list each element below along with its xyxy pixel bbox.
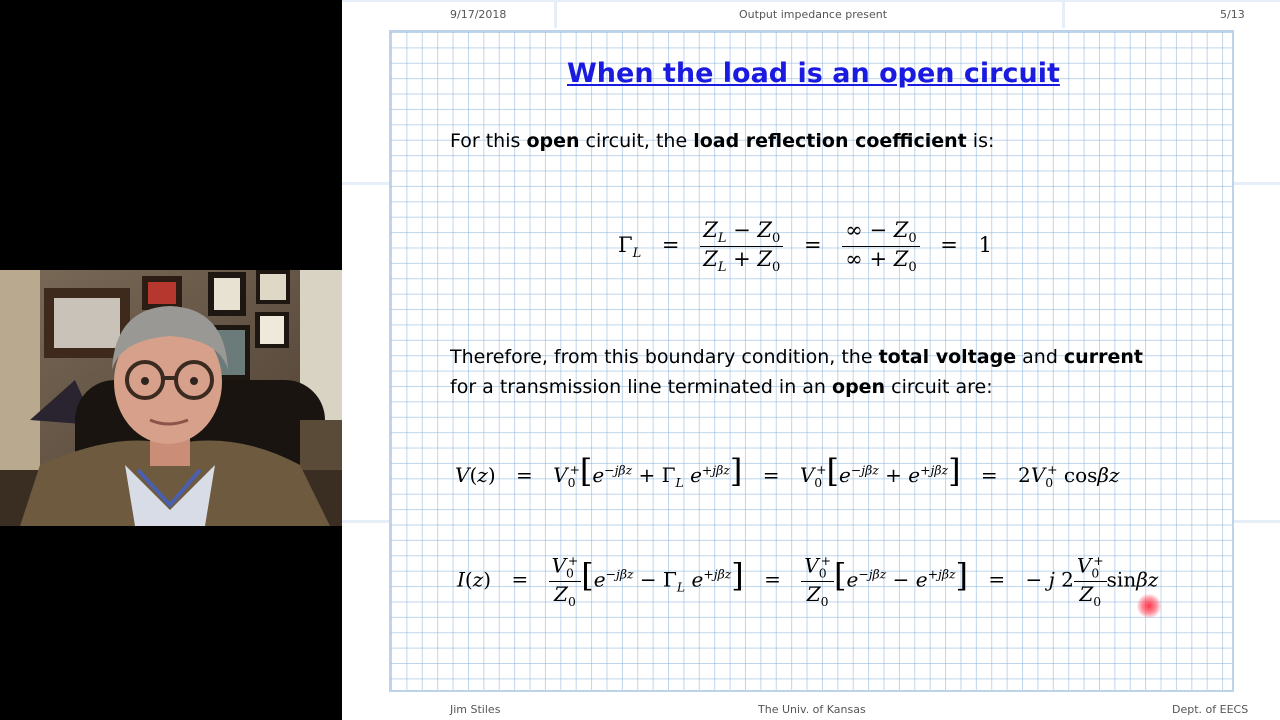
boundary-text-3: for a transmission line terminated in an [450, 376, 833, 398]
boundary-text-2: and [1016, 346, 1064, 368]
header-title: Output impedance present [739, 8, 888, 21]
paragraph-intro [450, 130, 994, 152]
intro-text-3: is: [966, 130, 995, 152]
paragraph-boundary [450, 342, 1143, 402]
boundary-text-4: circuit are: [885, 376, 993, 398]
footer-author: Jim Stiles [450, 703, 501, 716]
intro-bold-2: load reflection coefficient [693, 130, 967, 152]
presenter-image [0, 270, 342, 526]
intro-text-2: circuit, the [579, 130, 694, 152]
equation-current: I(z) = $\frac{V_0^+}{Z_0}$ [$e^{-j\beta z} - \Gamma_L$ $e^{+j\beta z}$] = $\frac{V_0^+}{Z_0}$ $[e^{-j\beta z} - e^{+j\beta z}]$ = − j 2 $\frac{V_0^+}{Z_0}$ sinβz [457, 553, 1159, 609]
intro-text-1: For this [450, 130, 527, 152]
footer-department: Dept. of EECS [1172, 703, 1249, 716]
intro-bold-1: open [526, 130, 580, 152]
boundary-bold-3: open [832, 376, 886, 398]
margin-mark-right-top [1234, 182, 1280, 185]
boundary-bold-2: current [1063, 346, 1143, 368]
footer-university: The Univ. of Kansas [758, 703, 866, 716]
slide-title: When the load is an open circuit [567, 58, 1060, 89]
laser-pointer [1137, 594, 1161, 618]
top-edge [342, 0, 1280, 2]
margin-mark-left-bottom [342, 520, 390, 523]
header-page-number: 5/13 [1220, 8, 1245, 21]
header-date: 9/17/2018 [450, 8, 507, 21]
margin-mark-left-top [342, 182, 390, 185]
webcam-video [0, 270, 342, 526]
margin-mark-right-bottom [1234, 520, 1280, 523]
header-divider-left [554, 0, 557, 28]
equation-voltage: $V(z) = V_0^+[e^{-j\beta z} + \Gamma_L$ $e^{+j\beta z}] = V_0^+[e^{-j\beta z} + e^{+j\beta z}] = 2V_0^+$ cosβz [455, 452, 1120, 490]
equation-reflection-coefficient: $\Gamma_L$ = $\frac{Z_L - Z_0}{Z_L + Z_0}$ = $\frac{\infty - Z_0}{\infty + Z_0}$ = 1 [618, 218, 992, 276]
boundary-bold-1: total voltage [878, 346, 1017, 368]
boundary-text-1: Therefore, from this boundary condition, the [450, 346, 879, 368]
header-divider-right [1062, 0, 1065, 28]
